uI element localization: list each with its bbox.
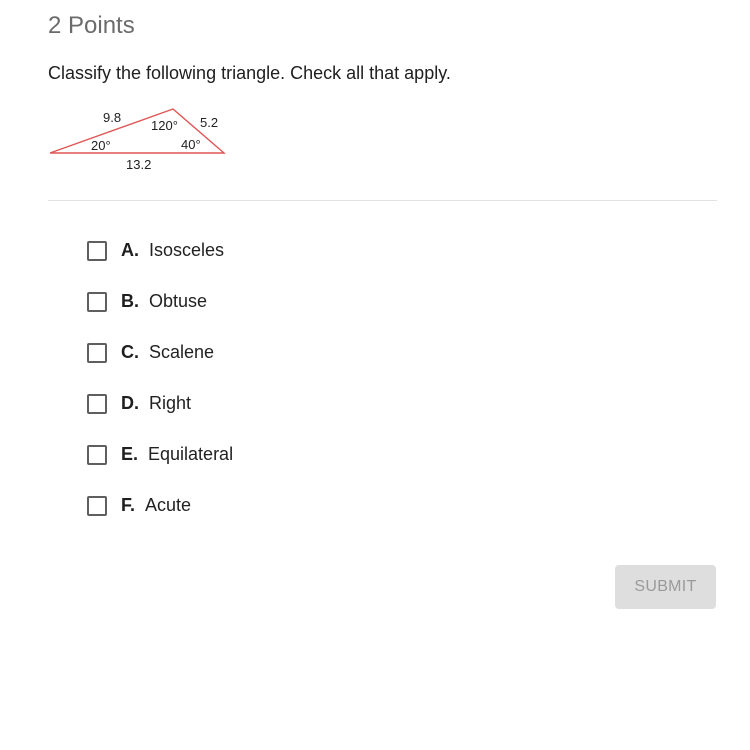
option-d-checkbox[interactable] xyxy=(87,394,107,414)
angle-label-top: 120° xyxy=(151,118,178,133)
option-e[interactable] xyxy=(87,429,233,480)
option-a-label: Isosceles xyxy=(149,240,225,260)
points-label: 2 Points xyxy=(48,12,135,39)
option-b-letter: B. xyxy=(121,291,139,311)
triangle-figure xyxy=(44,100,234,180)
side-label-top-right: 5.2 xyxy=(200,115,219,130)
side-label-top-left: 9.8 xyxy=(103,110,122,125)
option-c-checkbox[interactable] xyxy=(87,343,107,363)
option-a[interactable] xyxy=(87,225,233,276)
option-a-checkbox[interactable] xyxy=(87,241,107,261)
submit-button[interactable]: SUBMIT xyxy=(615,565,716,609)
option-c-letter: C. xyxy=(121,342,139,362)
option-d[interactable] xyxy=(87,378,233,429)
option-a-letter: A. xyxy=(121,240,139,260)
side-label-bottom: 13.2 xyxy=(126,157,152,172)
option-b-label: Obtuse xyxy=(149,291,208,311)
option-f-checkbox[interactable] xyxy=(87,496,107,516)
option-f-label: Acute xyxy=(145,495,192,515)
option-f-letter: F. xyxy=(121,495,136,515)
option-d-label: Right xyxy=(149,393,192,413)
option-c-label: Scalene xyxy=(149,342,215,362)
answer-options xyxy=(87,225,233,531)
option-f[interactable] xyxy=(87,480,233,531)
option-e-label: Equilateral xyxy=(148,444,234,464)
section-divider xyxy=(48,200,717,201)
angle-label-left: 20° xyxy=(91,138,111,153)
angle-label-right: 40° xyxy=(181,137,201,152)
option-c[interactable] xyxy=(87,327,233,378)
option-e-checkbox[interactable] xyxy=(87,445,107,465)
question-prompt: Classify the following triangle. Check all that apply. xyxy=(48,63,451,83)
option-e-letter: E. xyxy=(121,444,139,464)
option-d-letter: D. xyxy=(121,393,139,413)
option-b-checkbox[interactable] xyxy=(87,292,107,312)
option-b[interactable] xyxy=(87,276,233,327)
